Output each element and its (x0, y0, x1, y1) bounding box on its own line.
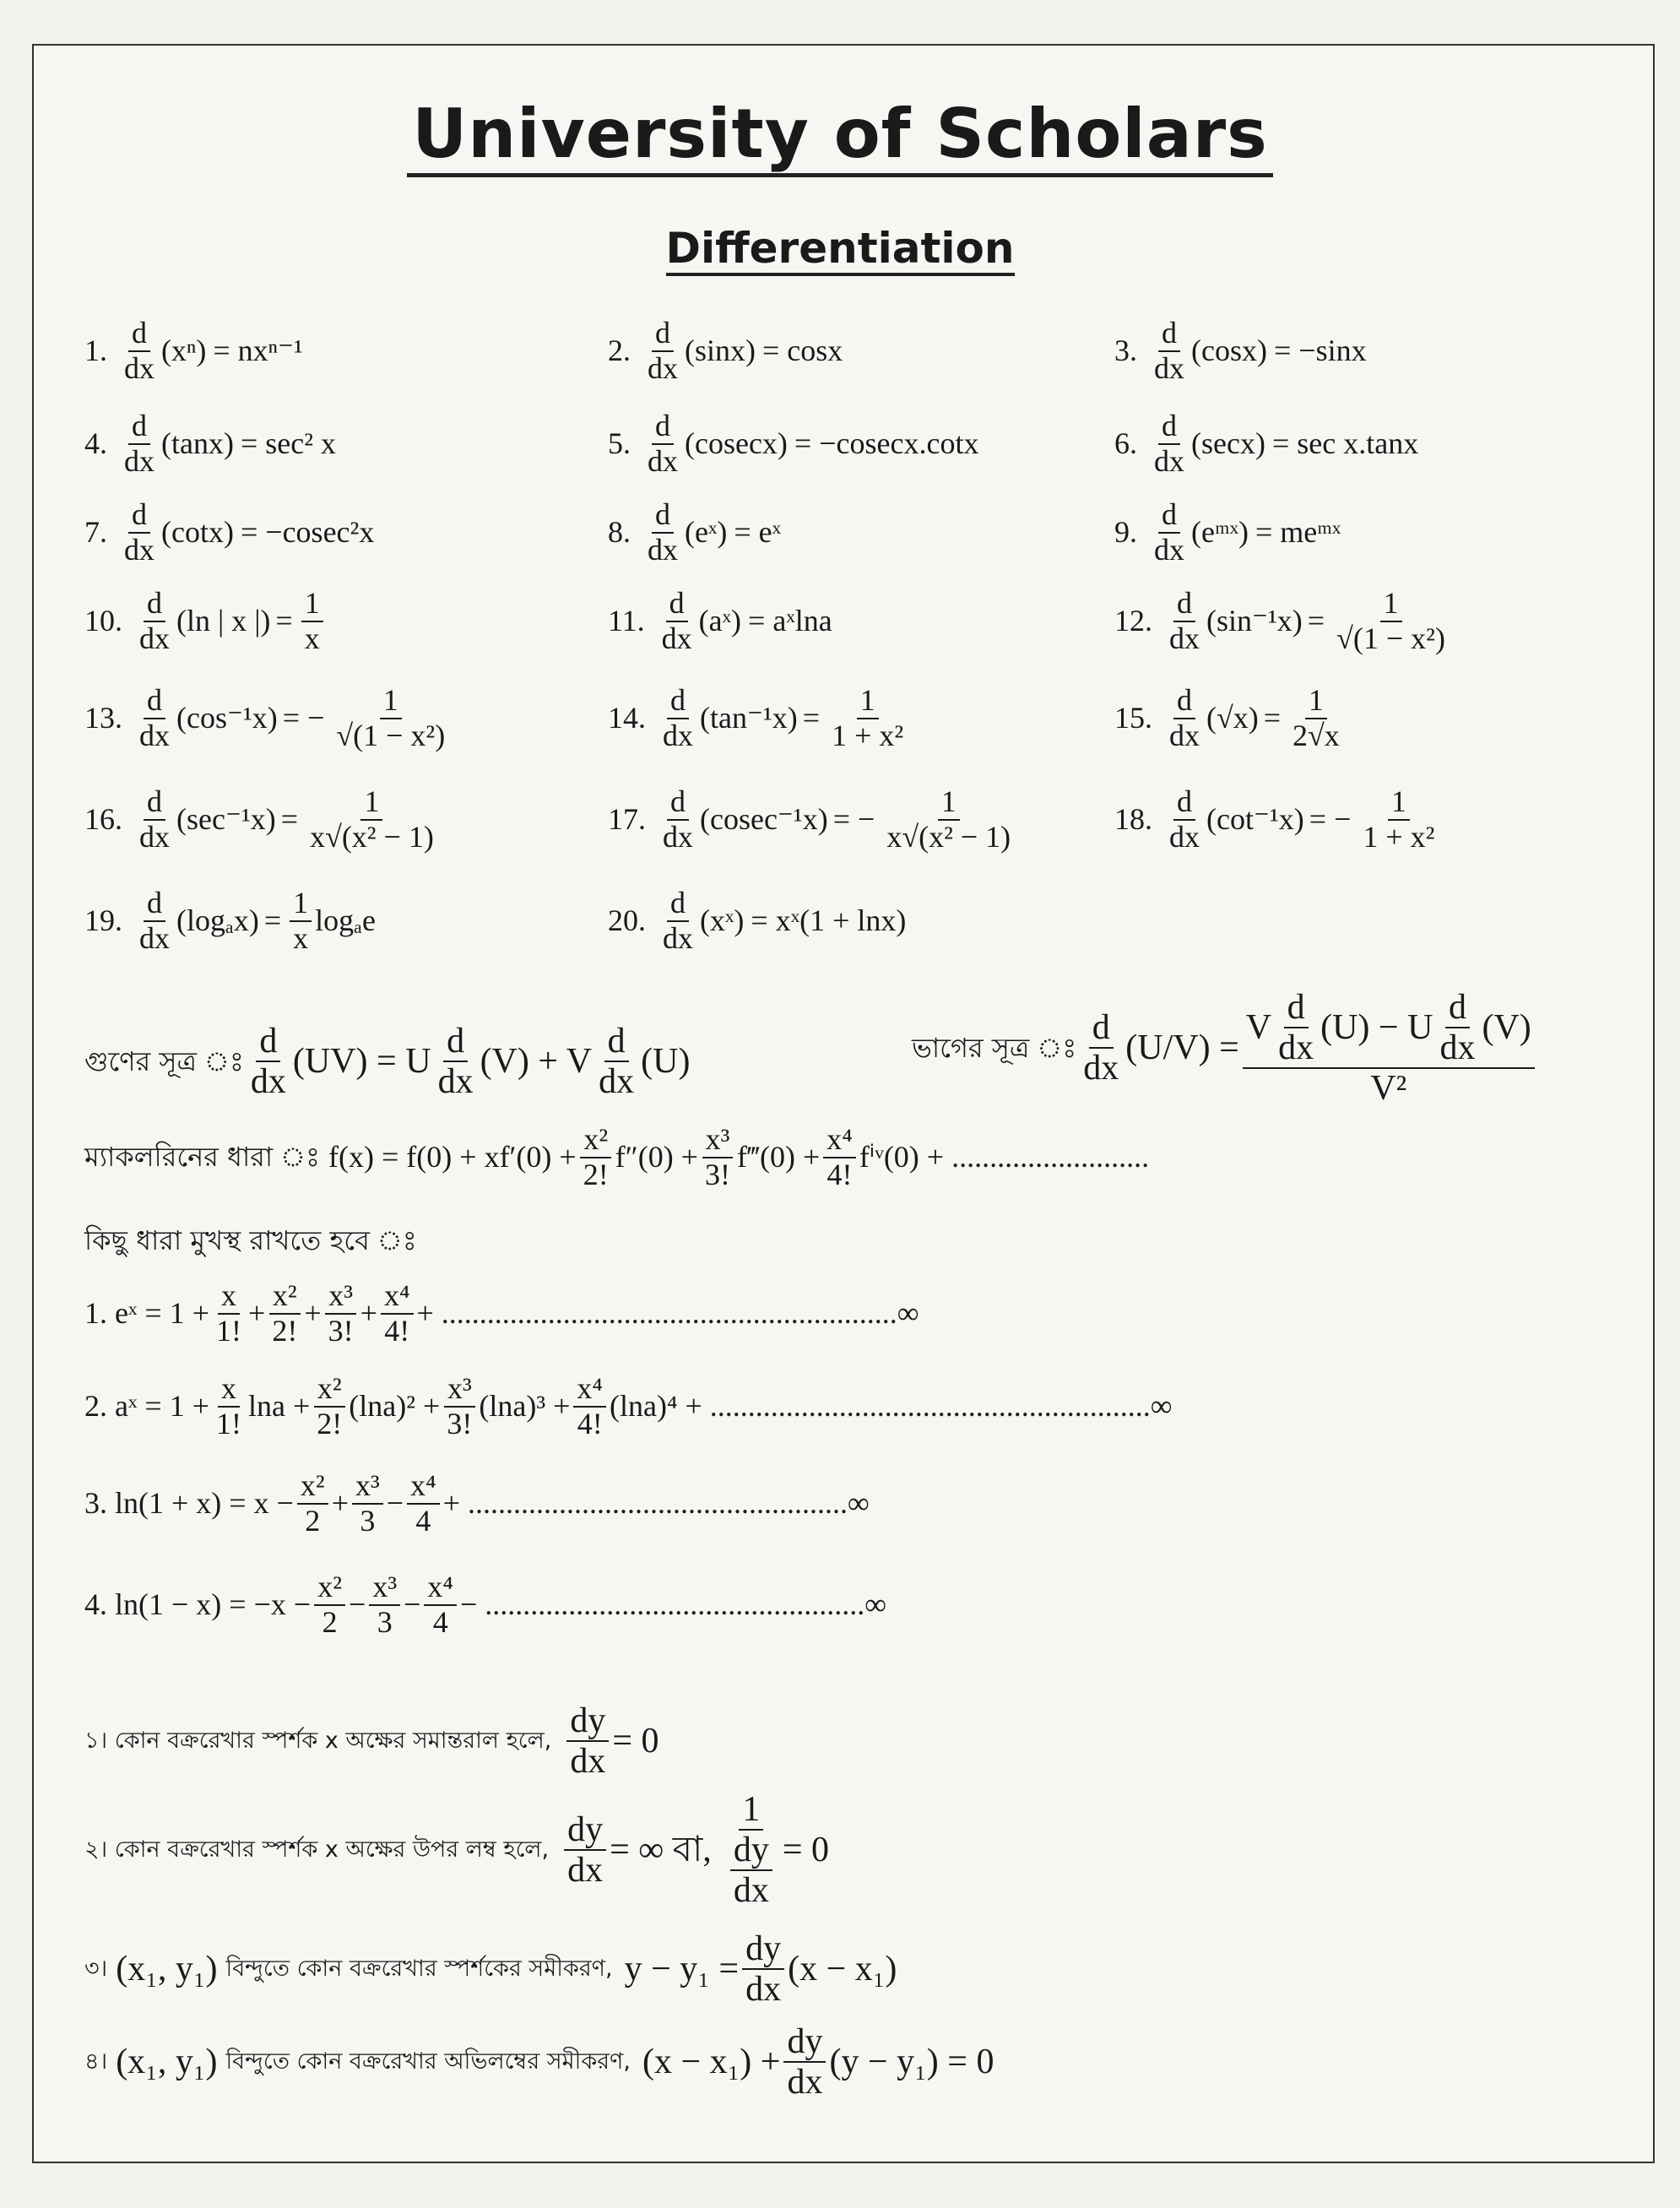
formula-5: 5. $\frac{d}{dx}$ (cosecx) = −cosecx.cotx (608, 409, 979, 478)
formula-7: 7. $\frac{d}{dx}$ (cotx) = −cosec²x (84, 497, 375, 567)
maclaurin-label: ম্যাকলরিনের ধারা ঃ (84, 1141, 321, 1174)
series-power: 2. aˣ = 1 + $\frac{x}{1!}$ lna + $\frac{\text{x²}}{2!}$ (lna)² + $\frac{\text{x³}}{3!}$ (lna)³ + $\frac{\text{x⁴}}{4!}$ (lna)⁴ + ..........................................................∞ (84, 1371, 1173, 1440)
formula-13: 13. $\frac{d}{dx}$ (cos⁻¹x) = − $\frac{1}{\text{√(1 − x²)}}$ (84, 683, 446, 752)
note-1: ১। কোন বক্ররেখার স্পর্শক x অক্ষের সমান্তরাল হলে, $\frac{dy}{dx}$ = 0 (84, 1701, 659, 1782)
formula-12: 12. $\frac{d}{dx}$ (sin⁻¹x) = $\frac{1}{\text{√(1 − x²)}}$ (1114, 586, 1445, 655)
formula-19: 19. $\frac{d}{dx}$ (logₐx) = $\frac{1}{x}$ logₐe (84, 886, 376, 955)
formula-14: 14. $\frac{d}{dx}$ (tan⁻¹x) = $\frac{1}{\text{1 + x²}}$ (608, 683, 904, 752)
product-rule-label: গুণের সূত্র ঃ (84, 1044, 244, 1077)
series-heading: কিছু ধারা মুখস্থ রাখতে হবে ঃ (84, 1224, 417, 1256)
formula-15: 15. $\frac{d}{dx}$ (√x) = $\frac{1}{2√x}$ (1114, 683, 1340, 752)
page-title: University of Scholars (0, 95, 1680, 173)
formula-2: 2. $\frac{d}{dx}$ (sinx) = cosx (608, 316, 843, 385)
formula-17: 17. $\frac{d}{dx}$ (cosec⁻¹x) = − $\frac{1}{\text{x√(x² − 1)}}$ (608, 784, 1011, 854)
series-ln-plus: 3. ln(1 + x) = x − $\frac{\text{x²}}{2}$ + $\frac{\text{x³}}{3}$ − $\frac{\text{x⁴}}{4}$ + ..................................................∞ (84, 1468, 870, 1538)
formula-3: 3. $\frac{d}{dx}$ (cosx) = −sinx (1114, 316, 1367, 385)
formula-1: 1. $\frac{d}{dx}$ (xⁿ) = nxⁿ⁻¹ (84, 316, 303, 385)
formula-18: 18. $\frac{d}{dx}$ (cot⁻¹x) = − $\frac{1}{\text{1 + x²}}$ (1114, 784, 1435, 854)
derivative-operator: $\frac{d}{dx}$ (250, 1022, 286, 1102)
quotient-rule-rhs: V $\frac{d}{dx}$ (U) − U $\frac{d}{dx}$ (V) V² (1243, 988, 1535, 1109)
note-2: ২। কোন বক্ররেখার স্পর্শক x অক্ষের উপর লম্ব হলে, $\frac{dy}{dx}$ = ∞ বা, $\frac{1}{\frac{dy}{dx}}$ = 0 (84, 1790, 829, 1911)
quotient-rule-label: ভাগের সূত্র ঃ (912, 1032, 1077, 1065)
formula-20: 20. $\frac{d}{dx}$ (xˣ) = xˣ(1 + lnx) (608, 886, 907, 955)
note-3: ৩। (x₁, y₁) বিন্দুতে কোন বক্ররেখার স্পর্শকের সমীকরণ, y − y₁ = $\frac{dy}{dx}$ (x − x₁) (84, 1929, 897, 2010)
formula-10: 10. $\frac{d}{dx}$ (ln | x |) = $\frac{1}{x}$ (84, 587, 327, 655)
formula-11: 11. $\frac{d}{dx}$ (aˣ) = aˣlna (608, 586, 832, 655)
series-ln-minus: 4. ln(1 − x) = −x − $\frac{\text{x²}}{2}$ − $\frac{\text{x³}}{3}$ − $\frac{\text{x⁴}}{4}$ − ..................................................∞ (84, 1570, 886, 1639)
formula-8: 8. $\frac{d}{dx}$ (eˣ) = eˣ (608, 497, 782, 567)
series-exp: 1. eˣ = 1 + $\frac{x}{1!}$ + $\frac{\text{x²}}{2!}$ + $\frac{\text{x³}}{3!}$ + $\frac{\text{x⁴}}{4!}$ + ............................................................∞ (84, 1278, 919, 1348)
quotient-rule: ভাগের সূত্র ঃ $\frac{d}{dx}$ (U/V) = V $\frac{d}{dx}$ (U) − U $\frac{d}{dx}$ (V) V² (912, 988, 1538, 1109)
formula-6: 6. $\frac{d}{dx}$ (secx) = sec x.tanx (1114, 409, 1419, 478)
note-4: ৪। (x₁, y₁) বিন্দুতে কোন বক্ররেখার অভিলম্বের সমীকরণ, (x − x₁) + $\frac{dy}{dx}$ (y − y₁) = 0 (84, 2022, 994, 2102)
formula-9: 9. $\frac{d}{dx}$ (eᵐˣ) = meᵐˣ (1114, 497, 1341, 567)
page-subtitle: Differentiation (0, 224, 1680, 273)
formula-4: 4. $\frac{d}{dx}$ (tanx) = sec² x (84, 409, 337, 478)
maclaurin-series: ম্যাকলরিনের ধারা ঃ f(x) = f(0) + xf′(0) + $\frac{\text{x²}}{2!}$ f″(0) + $\frac{\text{x³}}{3!}$ f‴(0) + $\frac{\text{x⁴}}{4!}$ fⁱᵛ(0) + .......................... (84, 1122, 1150, 1191)
formula-16: 16. $\frac{d}{dx}$ (sec⁻¹x) = $\frac{1}{\text{x√(x² − 1)}}$ (84, 784, 434, 854)
product-rule: গুণের সূত্র ঃ $\frac{d}{dx}$ (UV) = U $\frac{d}{dx}$ (V) + V $\frac{d}{dx}$ (U) (84, 1022, 691, 1102)
